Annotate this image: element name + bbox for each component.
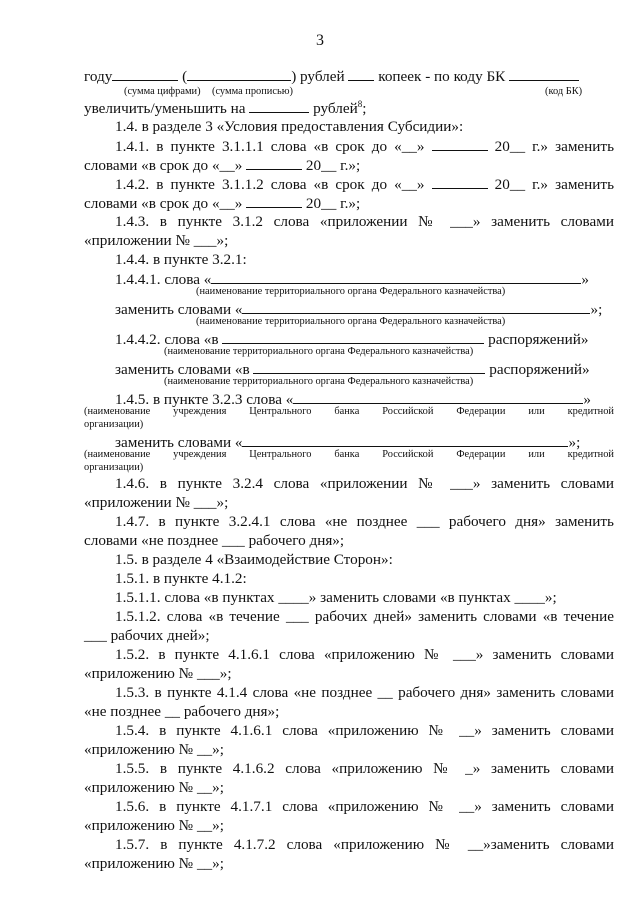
section-1-5: 1.5. в разделе 4 «Взаимодействие Сторон»: <box>115 551 393 568</box>
text-1-4-4-1-a: 1.4.4.1. слова « <box>115 271 212 288</box>
blank-1-4-1 <box>432 136 488 151</box>
section-1-4-2 <box>115 174 614 194</box>
section-1-4-1-cont <box>84 155 614 175</box>
caption-central-bank-1-cont: организации) <box>84 419 144 430</box>
section-1-4-1 <box>115 136 614 156</box>
section-1-5-5: 1.5.5. в пункте 4.1.6.2 слова «приложению № _» заменить словами <box>115 760 614 777</box>
caption-territorial-organ-1: (наименование территориального органа Федерального казначейства) <box>196 286 506 297</box>
text-replace-2-a: заменить словами «в <box>115 361 250 378</box>
section-1-4-3: 1.4.3. в пункте 3.1.2 слова «приложении № ___» заменить словами <box>115 213 614 230</box>
text-replace-1-b: »; <box>590 301 603 318</box>
caption-central-bank-1: (наименование учреждения Центрального банка Российской Федерации или кредитной <box>84 406 614 417</box>
section-1-4: 1.4. в разделе 3 «Условия предоставления Субсидии»: <box>115 118 464 135</box>
blank-1-4-4-2 <box>222 329 484 344</box>
section-1-4-7: 1.4.7. в пункте 3.2.4.1 слова «не позднее ___ рабочего дня» заменить <box>115 513 614 530</box>
blank-1-4-4-1 <box>211 269 581 284</box>
increase-decrease-line <box>84 98 614 118</box>
section-1-5-7-cont: «приложению № __»; <box>84 855 224 872</box>
footnote-ref: 8 <box>357 98 363 109</box>
text-1-4-1-d: 20__ г.»; <box>305 157 361 174</box>
text-replace-3-b: »; <box>568 434 581 451</box>
text-1-4-2-a: 1.4.2. в пункте 3.1.1.2 слова «в срок до «__» <box>115 176 425 193</box>
text-1-4-5-b: » <box>583 391 591 408</box>
text-1-4-1-b: 20__ г.» заменить <box>494 138 614 155</box>
section-1-5-6: 1.5.6. в пункте 4.1.7.1 слова «приложению № __» заменить словами <box>115 798 614 815</box>
section-1-4-3-cont: «приложении № ___»; <box>84 232 229 249</box>
section-1-5-3: 1.5.3. в пункте 4.1.4 слова «не позднее __ рабочего дня» заменить словами <box>115 684 614 701</box>
section-1-5-4-cont: «приложению № __»; <box>84 741 224 758</box>
caption-territorial-organ-3: (наименование территориального органа Федерального казначейства) <box>164 346 474 357</box>
section-1-5-1-1: 1.5.1.1. слова «в пунктах ____» заменить словами «в пунктах ____»; <box>115 589 557 606</box>
text-paren-open: ( <box>182 68 188 85</box>
text-replace-1-a: заменить словами « <box>115 301 243 318</box>
text-1-4-5-a: 1.4.5. в пункте 3.2.3 слова « <box>115 391 294 408</box>
section-1-4-6: 1.4.6. в пункте 3.2.4 слова «приложении № ___» заменить словами <box>115 475 614 492</box>
caption-amount-words: (сумма прописью) <box>212 86 293 97</box>
section-1-5-1-2: 1.5.1.2. слова «в течение ___ рабочих дней» заменить словами «в течение <box>115 608 614 625</box>
blank-1-4-5 <box>293 389 583 404</box>
section-1-4-4: 1.4.4. в пункте 3.2.1: <box>115 251 247 268</box>
page-number: 3 <box>316 32 324 49</box>
section-1-5-5-cont: «приложению № __»; <box>84 779 224 796</box>
section-1-5-2-cont: «приложению № ___»; <box>84 665 232 682</box>
caption-amount-digits: (сумма цифрами) <box>124 86 201 97</box>
section-1-5-4: 1.5.4. в пункте 4.1.6.1 слова «приложению № __» заменить словами <box>115 722 614 739</box>
caption-bk-code: (код БК) <box>545 86 583 97</box>
text-1-4-2-d: 20__ г.»; <box>305 195 361 212</box>
blank-replace-2 <box>253 359 485 374</box>
text-replace-3-a: заменить словами « <box>115 434 243 451</box>
blank-amount-words <box>187 66 291 81</box>
text-rubles: ) рублей <box>291 68 345 85</box>
section-1-4-7-cont: словами «не позднее ___ рабочего дня»; <box>84 532 345 549</box>
blank-change-amount <box>249 98 309 113</box>
section-1-5-1-2-cont: ___ рабочих дней»; <box>84 627 210 644</box>
text-kopecks-bk: копеек - по коду БК <box>378 68 506 85</box>
blank-1-4-1-b <box>246 155 302 170</box>
text-increase: увеличить/уменьшить на <box>84 100 246 117</box>
caption-central-bank-2: (наименование учреждения Центрального банка Российской Федерации или кредитной <box>84 449 614 460</box>
section-1-4-2-cont <box>84 193 614 213</box>
section-1-5-7: 1.5.7. в пункте 4.1.7.2 слова «приложению № __»заменить словами <box>115 836 614 853</box>
blank-1-4-2-b <box>246 193 302 208</box>
text-1-4-1-a: 1.4.1. в пункте 3.1.1.1 слова «в срок до «__» <box>115 138 425 155</box>
caption-territorial-organ-2: (наименование территориального органа Федерального казначейства) <box>196 316 506 327</box>
blank-replace-3 <box>242 432 568 447</box>
blank-amount-digits <box>112 66 178 81</box>
caption-central-bank-2-cont: организации) <box>84 462 144 473</box>
blank-1-4-2 <box>432 174 488 189</box>
amount-line <box>84 66 614 86</box>
section-1-4-6-cont: «приложении № ___»; <box>84 494 229 511</box>
text-1-4-1-c: словами «в срок до «__» <box>84 157 243 174</box>
text-1-4-4-2-a: 1.4.4.2. слова «в <box>115 331 219 348</box>
section-1-5-1: 1.5.1. в пункте 4.1.2: <box>115 570 247 587</box>
blank-bk-code <box>509 66 579 81</box>
text-1-4-2-c: словами «в срок до «__» <box>84 195 243 212</box>
text-1-4-4-2-b: распоряжений» <box>488 331 589 348</box>
section-1-5-6-cont: «приложению № __»; <box>84 817 224 834</box>
text-year: году <box>84 68 113 85</box>
section-1-5-3-cont: «не позднее __ рабочего дня»; <box>84 703 280 720</box>
text-semicolon: ; <box>362 100 367 117</box>
text-rubles-2: рублей <box>313 100 358 117</box>
text-1-4-2-b: 20__ г.» заменить <box>494 176 614 193</box>
blank-kopecks <box>348 66 374 81</box>
blank-replace-1 <box>242 299 590 314</box>
section-1-5-2: 1.5.2. в пункте 4.1.6.1 слова «приложению № ___» заменить словами <box>115 646 614 663</box>
text-1-4-4-1-b: » <box>581 271 589 288</box>
caption-territorial-organ-4: (наименование территориального органа Федерального казначейства) <box>164 376 474 387</box>
text-replace-2-b: распоряжений» <box>489 361 590 378</box>
